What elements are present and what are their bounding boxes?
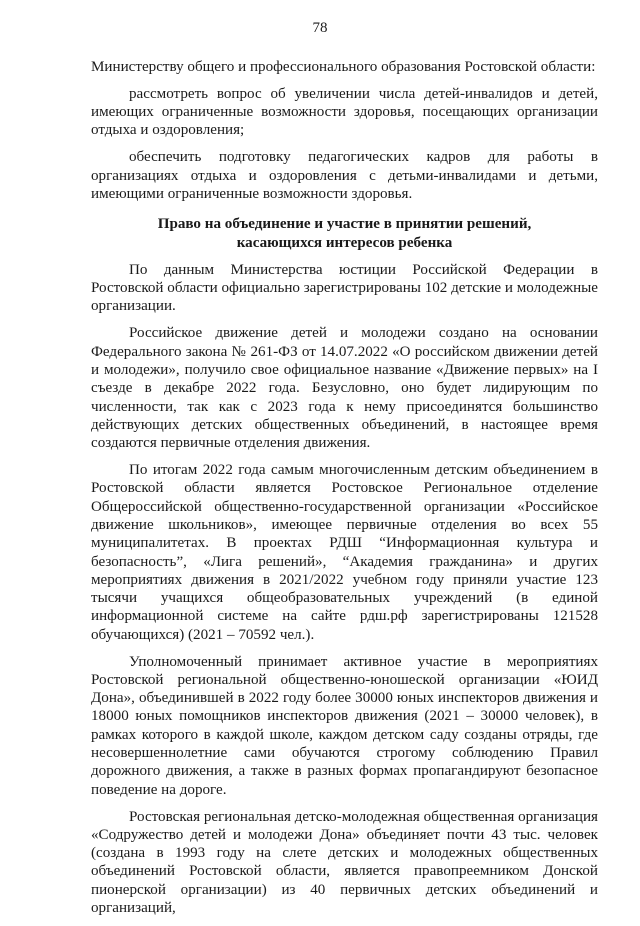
document-body [91, 58, 598, 926]
paragraph: рассмотреть вопрос об увеличении числа детей-инвалидов и детей, имеющих ограниченные возможности здоровья, посещающих организации отдыха и оздоровления; [91, 85, 598, 139]
paragraph: Уполномоченный принимает активное участие в мероприятиях Ростовской региональной общественно-юношеской организации «ЮИД Дона», объединившей в 2022 году более 30000 юных инспекторов движения и 18000 юных помощников инспекторов движения (2021 – 30000 человек), в рамках которого в каждой школе, каждом детском саду созданы отряды, где несовершеннолетние сами обучаются строгому соблюдению Правил дорожного движения, а также в разных формах пропагандируют безопасное поведение на дороге. [91, 653, 598, 798]
section-heading-line: Право на объединение и участие в принятии решений, [157, 216, 532, 233]
paragraph: Министерству общего и профессионального образования Ростовской области: [91, 59, 596, 75]
section-heading-line: касающихся интересов ребенка [236, 234, 453, 251]
paragraph: обеспечить подготовку педагогических кадров для работы в организациях отдыха и оздоровления с детьми-инвалидами и детьми, имеющими ограниченные возможности здоровья. [91, 149, 598, 202]
page-number: 78 [312, 20, 328, 36]
paragraph: Российское движение детей и молодежи создано на основании Федерального закона № 261-ФЗ от 14.07.2022 «О российском движении детей и молодежи», получило свое официальное название «Движение первых» на I съезде в декабре 2022 года. Безусловно, оно будет лидирующим по численности, так как с 2023 года к нему присоединятся большинство действующих детских общественных объединений, в настоящее время создаются первичные отделения движения. [91, 325, 598, 452]
paragraph: По итогам 2022 года самым многочисленным детским объединением в Ростовской области является Ростовское Региональное отделение Общероссийской общественно-государственной организации «Российское движение школьников», имеющее первичные отделения во всех 55 муниципалитетах. В проектах РДШ “Информационная культура и безопасность”, «Лига решений», “Академия гражданина» и других мероприятиях движения в 2021/2022 учебном году приняли участие 123 тысячи учащихся общеобразовательных учреждений (в единой информационной системе на сайте рдш.рф зарегистрированы 121528 обучающихся) (2021 – 70592 чел.). [91, 462, 598, 643]
paragraph: По данным Министерства юстиции Российской Федерации в Ростовской области официально зарегистрированы 102 детские и молодежные организации. [91, 261, 598, 315]
section-heading [91, 215, 598, 252]
paragraph: Ростовская региональная детско-молодежная общественная организация «Содружество детей и молодежи Дона» объединяет почти 43 тыс. человек (создана в 1993 году на слете детских и молодежных общественных объединений Ростовской области, является правопреемником Донской пионерской организации) из 40 первичных детских объединений и организаций, [91, 808, 598, 917]
